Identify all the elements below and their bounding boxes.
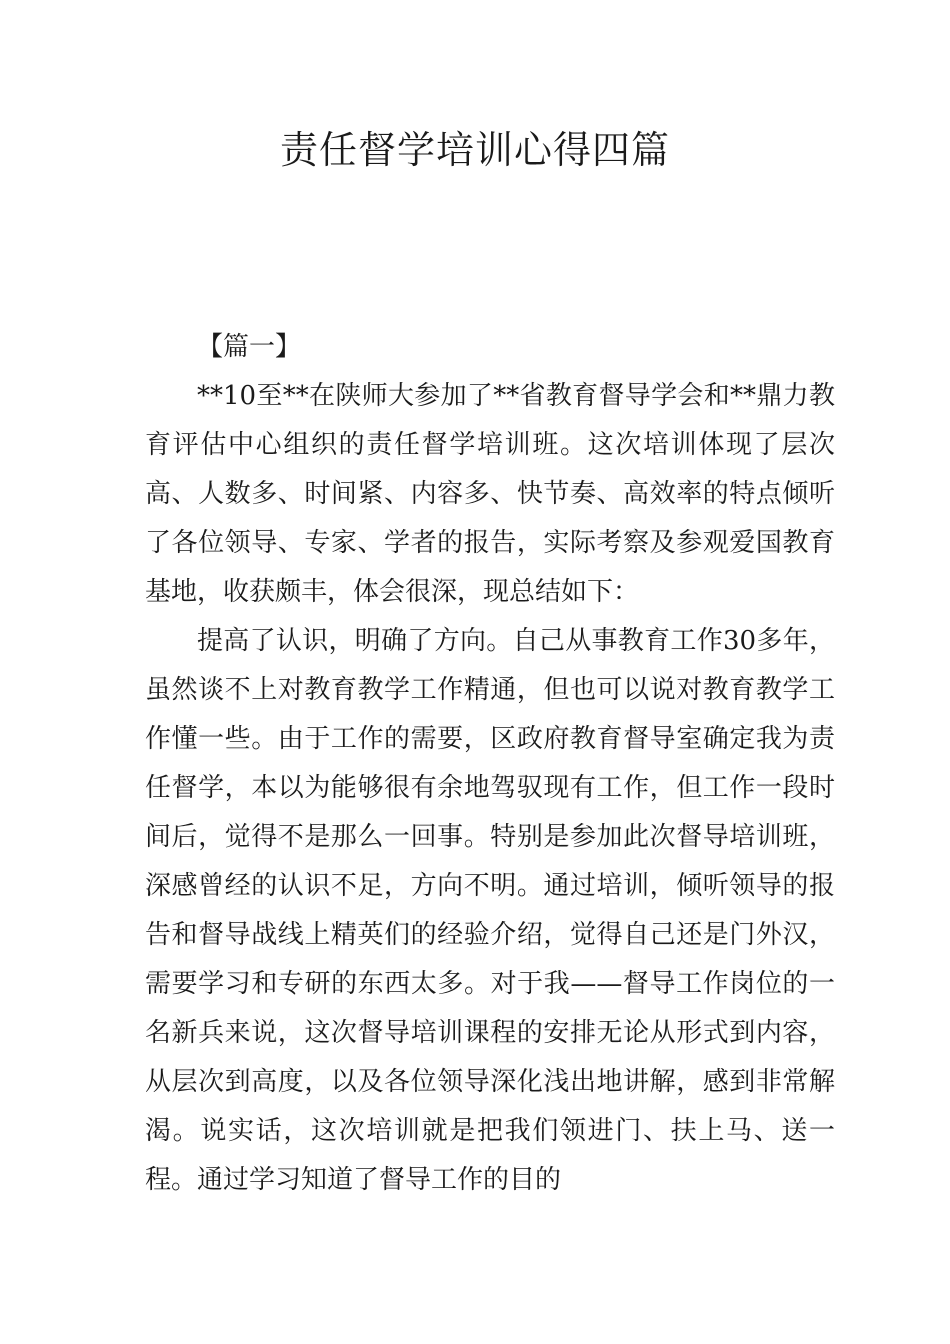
paragraph-understanding: 提高了认识，明确了方向。自己从事教育工作30多年，虽然谈不上对教育教学工作精通，但也可以说对教育教学工作懂一些。由于工作的需要，区政府教育督导室确定我为责任督学，本以为能够很有余地驾驭现有工作，但工作一段时间后，觉得不是那么一回事。特别是参加此次督导培训班，深感曾经的认识不足，方向不明。通过培训，倾听领导的报告和督导战线上精英们的经验介绍，觉得自己还是门外汉，需要学习和专研的东西太多。对于我——督导工作岗位的一名新兵来说，这次督导培训课程的安排无论从形式到内容，从层次到高度，以及各位领导深化浅出地讲解，感到非常解渴。说实话，这次培训就是把我们领进门、扶上马、送一程。通过学习知道了督导工作的目的 — [145, 626, 835, 1195]
paragraph-intro: **10至**在陕师大参加了**省教育督导学会和**鼎力教育评估中心组织的责任督学培训班。这次培训体现了层次高、人数多、时间紧、内容多、快节奏、高效率的特点倾听了各位领导、专家、学者的报告，实际考察及参观爱国教育基地，收获颇丰，体会很深，现总结如下： — [145, 381, 835, 607]
document-title: 责任督学培训心得四篇 — [279, 128, 670, 172]
document-body — [145, 323, 835, 1205]
section-label: 【篇一】 — [197, 332, 302, 362]
